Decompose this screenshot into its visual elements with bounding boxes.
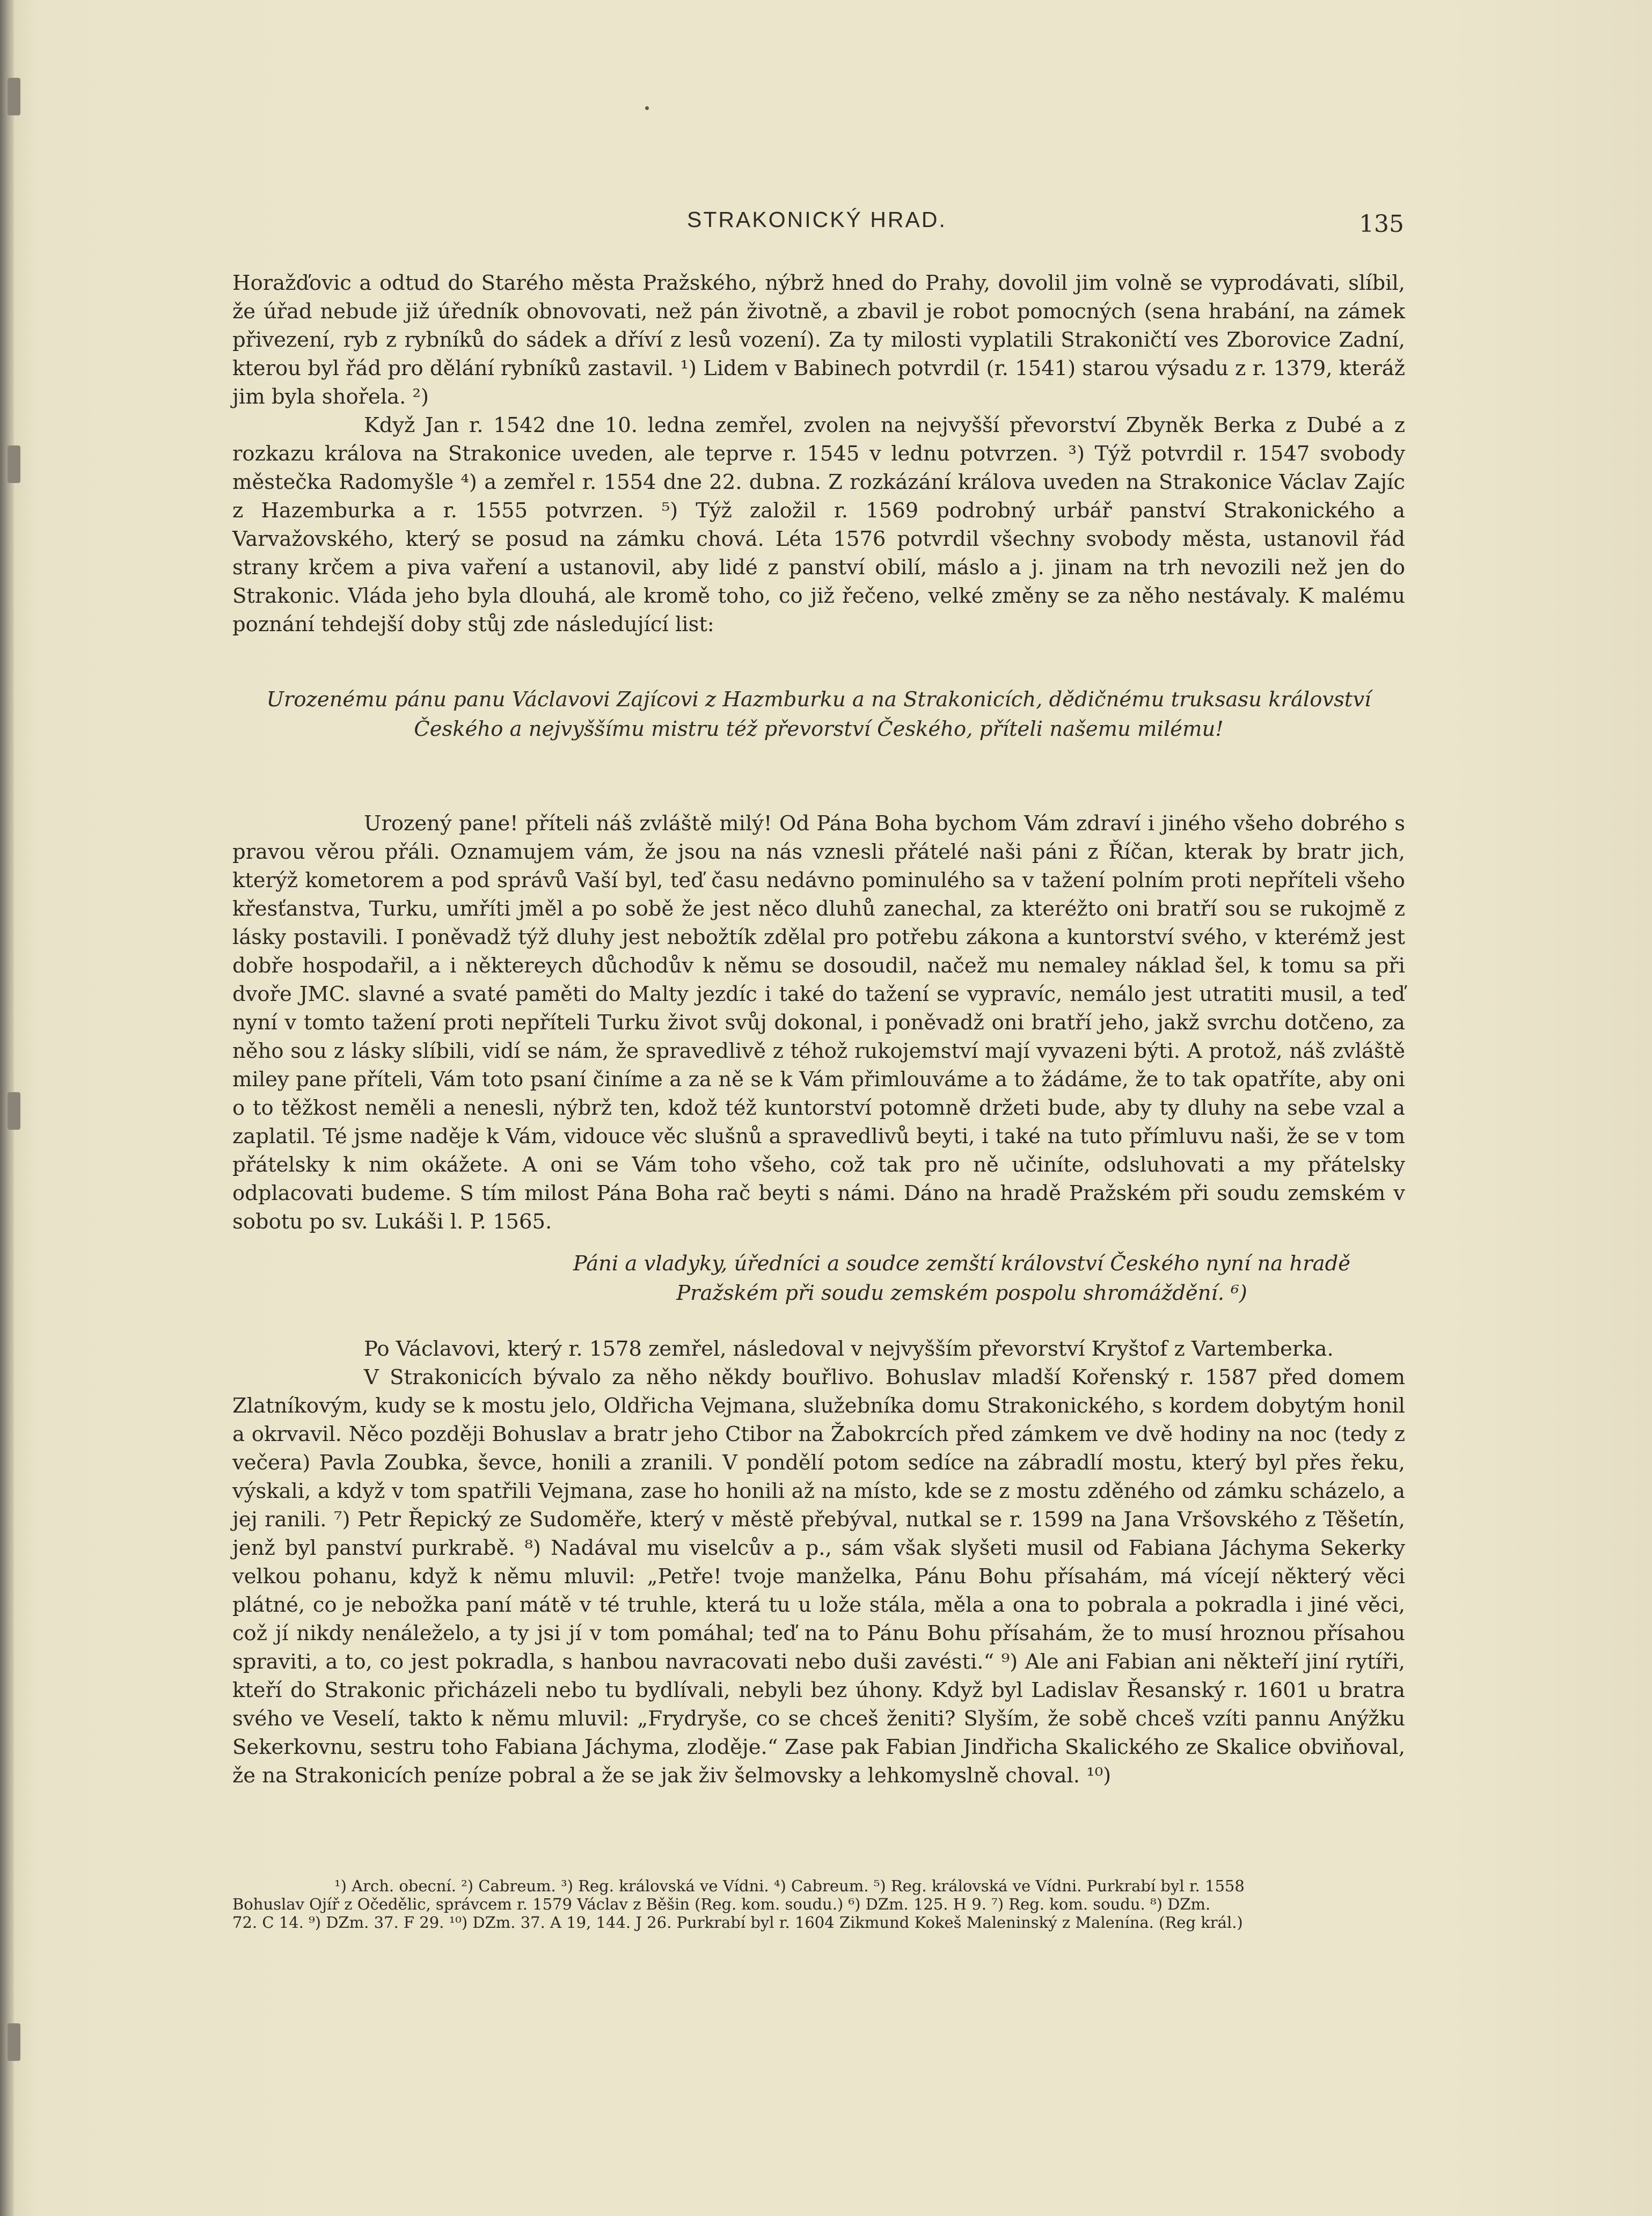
signature-line-1: Páni a vladyky, úředníci a soudce zemští království Českého nyní na hradě xyxy=(573,1252,1351,1276)
paragraph-4: Po Václavovi, který r. 1578 zemřel, následoval v nejvyšším převorství Kryštof z Vartemberka. xyxy=(364,1337,1334,1361)
body-text-bottom xyxy=(232,1335,1405,1790)
footnote-line-2: Bohuslav Ojíř z Očedělic, správcem r. 1579 Václav z Běšin (Reg. kom. soudu.) ⁶) DZm. 125. H 9. ⁷) Reg. kom. soudu. ⁸) DZm. xyxy=(232,1895,1211,1913)
footnote-line-1: ¹) Arch. obecní. ²) Cabreum. ³) Reg. královská ve Vídni. ⁴) Cabreum. ⁵) Reg. královská ve Vídni. Purkrabí byl r. 1558 xyxy=(334,1877,1245,1895)
signature-line-2: Pražském při soudu zemském pospolu shromáždění. ⁶) xyxy=(676,1281,1247,1305)
running-header-title: STRAKONICKÝ HRAD. xyxy=(687,207,947,232)
paragraph-3: Urozený pane! příteli náš zvláště milý! Od Pána Boha bychom Vám zdraví i jiného všeho dobrého s pravou věrou přáli. Oznamujem vám, že jsou na nás vznesli přátelé naši páni z Říčan, kterak by bratr jich, kterýž kometorem a pod správů Vaší byl, teď času nedávno pominulého sa v tažení polním proti nepříteli všeho křesťanstva, Turku, umříti jměl a po sobě že jest něco dluhů zanechal, za kteréžto oni bratří sou se rukojmě z lásky postavili. I poněvadž týž dluhy jest nebožtík zdělal pro potřebu zákona a kuntorství svého, v kterémž jest dobře hospodařil, a i některeych důchodův k němu se dosoudil, načež mu nemaley náklad šel, k tomu sa při dvoře JMC. slavné a svaté paměti do Malty jezdíc i také do tažení se vypravíc, nemálo jest utratiti musil, a teď nyní v tomto tažení proti nepříteli Turku život svůj dokonal, i poněvadž oni bratří jeho, jakž svrchu dotčeno, za něho sou z lásky slíbili, vidí se nám, že spravedlivě z téhož rukojemství mají vyvazeni býti. A protož, náš zvláště miley pane příteli, Vám toto psaní činíme a za ně se k Vám přimlouváme a to žádáme, že to tak opatříte, aby oni o to těžkost neměli a nenesli, nýbrž ten, kdož též kuntorství potomně držeti bude, aby ty dluhy na sebe vzal a zaplatil. Té jsme naděje k Vám, vidouce věc slušnů a spravedlivů beyti, i také na tuto přímluvu naši, že se v tom přátelsky k nim okážete. A oni se Vám toho všeho, což tak pro ně učiníte, odsluhovati a my přátelsky odplacovati budeme. S tím milost Pána Boha rač beyti s námi. Dáno na hradě Pražském při soudu zemském v sobotu po sv. Lukáši l. P. 1565. xyxy=(232,811,1405,1234)
paragraph-5: V Strakonicích bývalo za něho někdy bouřlivo. Bohuslav mladší Kořenský r. 1587 před domem Zlatníkovým, kudy se k mostu jelo, Oldřicha Vejmana, služebníka domu Strakonického, s kordem dobytým honil a okrvavil. Něco později Bohuslav a bratr jeho Ctibor na Žabokrcích před zámkem ve dvě hodiny na noc (tedy z večera) Pavla Zoubka, ševce, honili a zranili. V pondělí potom sedíce na zábradlí mostu, který byl přes řeku, výskali, a když v tom spatřili Vejmana, zase ho honili až na místo, kde se z mostu zděného od zámku scházelo, a jej ranili. ⁷) Petr Řepický ze Sudoměře, který v městě přebýval, nutkal se r. 1599 na Jana Vršovského z Těšetín, jenž byl panství purkrabě. ⁸) Nadával mu viselcův a p., sám však slyšeti musil od Fabiana Jáchyma Sekerky velkou pohanu, když k němu mluvil: „Petře! tvoje manželka, Pánu Bohu přísahám, má vícejí některý věci plátné, co je nebožka paní mátě v té truhle, která tu u lože stála, měla a ona to pobrala a pokradla i jiné věci, což jí nikdy nenáleželo, a ty jsi jí v tom pomáhal; teď na to Pánu Bohu přísahám, že to musí hroznou přísahou spraviti, a to, co jest pokradla, s hanbou navracovati nebo duši zavésti.“ ⁹) Ale ani Fabian ani někteří jiní rytíři, kteří do Strakonic přicházeli nebo tu bydlívali, nebyli bez úhony. Když byl Ladislav Řesanský r. 1601 u bratra svého ve Veselí, takto k němu mluvil: „Frydryše, co se chceš ženiti? Slyším, že sobě chceš vzíti pannu Anýžku Sekerkovnu, sestru toho Fabiana Jáchyma, zloděje.“ Zase pak Fabian Jindřicha Skalického ze Skalice obviňoval, že na Strakonicích peníze pobral a že se jak živ šelmovsky a lehkomyslně choval. ¹⁰) xyxy=(232,1365,1405,1788)
binding-mark xyxy=(8,78,20,115)
body-text-top xyxy=(232,269,1405,639)
letter-address-line-1: Urozenému pánu panu Václavovi Zajícovi z Hazmburku a na Strakonicích, dědičnému truksasu království xyxy=(266,688,1371,712)
binding-mark xyxy=(8,1092,20,1130)
letter-signature xyxy=(543,1249,1380,1308)
binding-mark xyxy=(8,445,20,483)
footnote-separator xyxy=(232,1870,1405,1872)
footnotes xyxy=(232,1877,1405,1932)
binding-mark xyxy=(8,2023,20,2061)
footnote-line-3: 72. C 14. ⁹) DZm. 37. F 29. ¹⁰) DZm. 37. A 19, 144. J 26. Purkrabí byl r. 1604 Zikmund Kokeš Maleninský z Malenína. (Reg král.) xyxy=(232,1913,1243,1932)
letter-body xyxy=(232,809,1405,1236)
paragraph-1: Horažďovic a odtud do Starého města Pražského, nýbrž hned do Prahy, dovolil jim volně se vyprodávati, slíbil, že úřad nebude již úředník obnovovati, než pán životně, a zbavil je robot pomocných (sena hrabání, na zámek přivezení, ryb z rybníků do sádek a dříví z lesů vození). Za ty milosti vyplatili Strakoničtí ves Zborovice Zadní, kterou byl řád pro dělání rybníků zastavil. ¹) Lidem v Babinech potvrdil (r. 1541) starou výsadu z r. 1379, kteráž jim byla shořela. ²) xyxy=(232,271,1405,409)
letter-address-line-2: Českého a nejvyššímu mistru též převorství Českého, příteli našemu milému! xyxy=(414,717,1224,741)
page-number: 135 xyxy=(1359,210,1404,238)
print-mark xyxy=(645,106,649,110)
paragraph-2: Když Jan r. 1542 dne 10. ledna zemřel, zvolen na nejvyšší převorství Zbyněk Berka z Dubé a z rozkazu králova na Strakonice uveden, ale teprve r. 1545 v lednu potvrzen. ³) Týž potvrdil r. 1547 svobody městečka Radomyšle ⁴) a zemřel r. 1554 dne 22. dubna. Z rozkázání králova uveden na Strakonice Václav Zajíc z Hazemburka a r. 1555 potvrzen. ⁵) Týž založil r. 1569 podrobný urbář panství Strakonického a Varvažovského, který se posud na zámku chová. Léta 1576 potvrdil všechny svobody města, ustanovil řád strany krčem a piva vaření a ustanovil, aby lidé z panství obilí, máslo a j. jinam na trh nevozili než jen do Strakonic. Vláda jeho byla dlouhá, ale kromě toho, co již řečeno, velké změny se za něho nestávaly. K malému poznání tehdejší doby stůj zde následující list: xyxy=(232,413,1405,637)
